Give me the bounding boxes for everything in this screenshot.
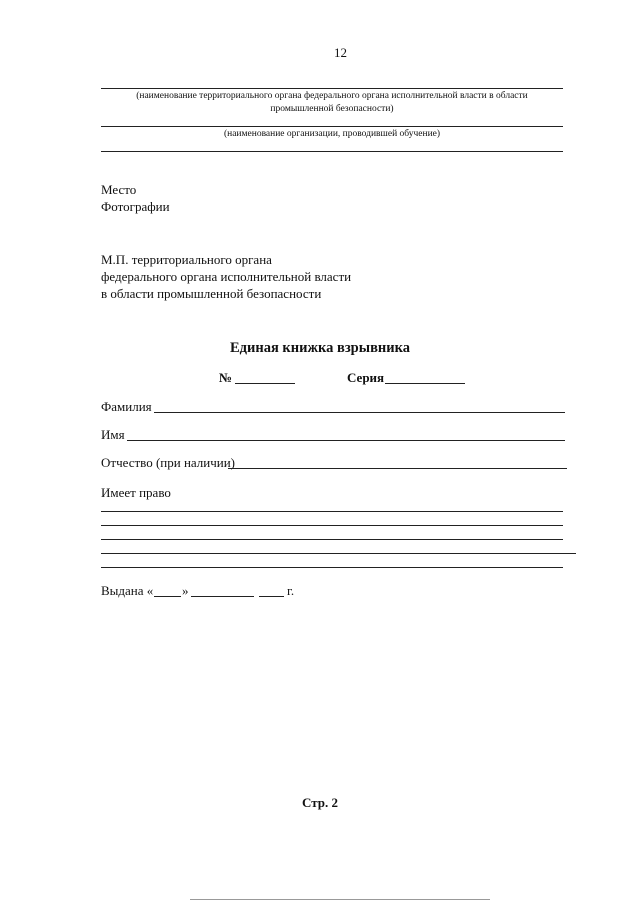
number-label: № [219,370,233,385]
patronymic-label: Отчество (при наличии) [101,455,236,470]
bottom-edge-line [190,899,490,900]
issued-month-field[interactable] [191,596,254,597]
issued-year-field[interactable] [259,596,284,597]
territorial-body-caption-line2: промышленной безопасности) [270,104,394,114]
name-field[interactable] [127,440,565,441]
territorial-body-line [101,88,563,89]
issued-label: Выдана « [101,583,154,598]
stamp-label [101,251,351,302]
organization-line [101,126,563,127]
territorial-body-caption-line1: (наименование территориального органа федерального органа исполнительной власти в области [136,91,528,101]
entitled-line-3[interactable] [101,539,563,540]
page-number: 12 [334,45,347,60]
photo-place-line2: Фотографии [101,199,170,214]
number-field[interactable] [235,383,295,384]
document-title: Единая книжка взрывника [230,340,410,356]
surname-label: Фамилия [101,399,152,414]
territorial-body-caption [101,90,563,116]
surname-field[interactable] [154,412,565,413]
issued-day-field[interactable] [154,596,181,597]
footer-page-label: Стр. 2 [302,795,338,810]
stamp-line1: М.П. территориального органа [101,252,272,267]
photo-place-label [101,181,170,215]
issued-quote-close: » [182,583,189,598]
series-label: Серия [347,370,385,385]
series-field[interactable] [385,383,465,384]
stamp-line3: в области промышленной безопасности [101,286,322,301]
entitled-line-1[interactable] [101,511,563,512]
entitled-line-4[interactable] [101,553,576,554]
stamp-line2: федерального органа исполнительной власти [101,269,352,284]
entitled-label: Имеет право [101,485,171,500]
entitled-line-2[interactable] [101,525,563,526]
organization-caption: (наименование организации, проводившей обучение) [223,129,441,139]
issued-year-suffix: г. [287,583,295,598]
organization-extra-line [101,151,563,152]
patronymic-field[interactable] [228,468,567,469]
name-label: Имя [101,427,125,442]
photo-place-line1: Место [101,182,137,197]
entitled-line-5[interactable] [101,567,563,568]
